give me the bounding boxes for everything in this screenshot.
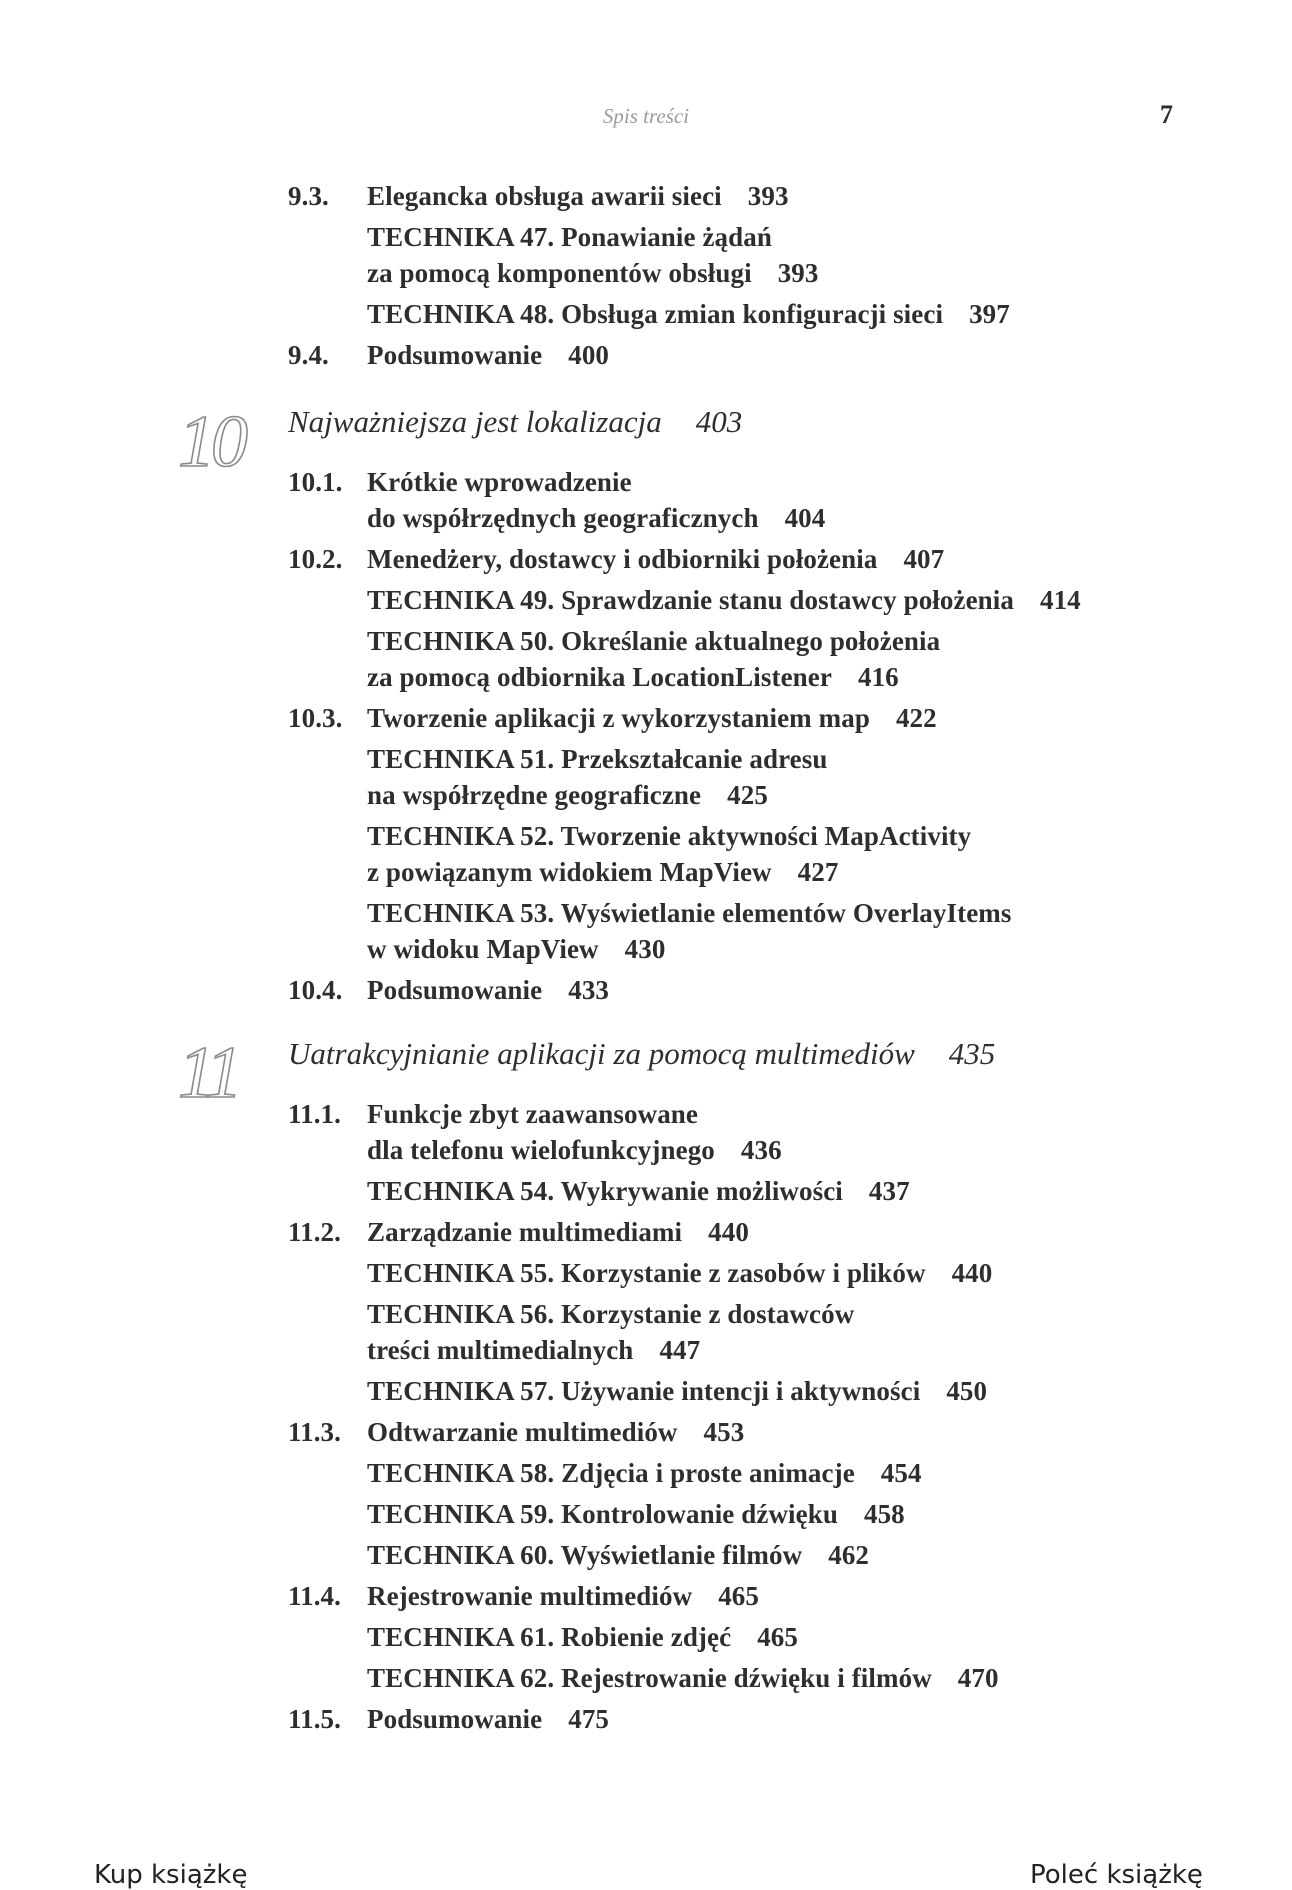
entry-text: Podsumowanie — [367, 975, 543, 1005]
section-number: 11.4. — [288, 1581, 342, 1611]
entry-page: 400 — [568, 340, 610, 370]
entry-page: 440 — [951, 1258, 993, 1288]
entry-page: 437 — [868, 1176, 910, 1206]
entry-page: 440 — [708, 1217, 749, 1247]
chapter-number: 10 — [178, 401, 244, 483]
entry-page: 465 — [757, 1622, 799, 1652]
entry-text: TECHNIKA 51. Przekształcanie adresu — [367, 744, 828, 774]
entry-text: TECHNIKA 61. Robienie zdjęć — [367, 1622, 732, 1652]
entry-text: TECHNIKA 58. Zdjęcia i proste animacje — [367, 1458, 855, 1488]
entry-text: TECHNIKA 55. Korzystanie z zasobów i plików — [367, 1258, 926, 1288]
chapter-page: 435 — [948, 1036, 996, 1071]
entry-text: Menedżery, dostawcy i odbiorniki położenia — [367, 544, 878, 574]
entry-text: TECHNIKA 59. Kontrolowanie dźwięku — [367, 1499, 838, 1529]
section-number: 9.4. — [288, 340, 329, 370]
entry-text: TECHNIKA 47. Ponawianie żądań — [367, 222, 772, 252]
entry-page: 462 — [828, 1540, 870, 1570]
entry-page: 393 — [777, 258, 819, 288]
entry-text: Krótkie wprowadzenie — [367, 467, 632, 497]
entry-page: 425 — [727, 780, 768, 810]
entry-text: treści multimedialnych — [367, 1335, 634, 1365]
entry-page: 427 — [797, 857, 839, 887]
entry-page: 454 — [880, 1458, 922, 1488]
entry-text: Rejestrowanie multimediów — [367, 1581, 693, 1611]
entry-page: 470 — [957, 1663, 999, 1693]
running-title: Spis treści — [602, 104, 690, 128]
entry-text: za pomocą komponentów obsługi — [367, 258, 752, 288]
entry-page: 404 — [784, 503, 826, 533]
entry-page: 433 — [568, 975, 610, 1005]
entry-text: TECHNIKA 54. Wykrywanie możliwości — [367, 1176, 843, 1206]
section-number: 10.1. — [288, 467, 343, 497]
entry-page: 436 — [740, 1135, 782, 1165]
entry-text: TECHNIKA 52. Tworzenie aktywności MapActivity — [367, 821, 972, 851]
page-number: 7 — [1160, 100, 1173, 129]
entry-text: TECHNIKA 56. Korzystanie z dostawców — [367, 1299, 855, 1329]
entry-page: 422 — [895, 703, 937, 733]
entry-page: 465 — [718, 1581, 760, 1611]
entry-page: 458 — [863, 1499, 905, 1529]
chapter-title-text: Uatrakcyjnianie aplikacji za pomocą multimediów — [288, 1036, 915, 1071]
entry-text: Podsumowanie — [367, 340, 543, 370]
entry-page: 407 — [903, 544, 945, 574]
chapter-title-text: Najważniejsza jest lokalizacja — [288, 404, 662, 439]
entry-text: do współrzędnych geograficznych — [367, 503, 759, 533]
section-number: 10.2. — [288, 544, 343, 574]
entry-page: 430 — [624, 934, 666, 964]
entry-page: 447 — [659, 1335, 701, 1365]
entry-text: Zarządzanie multimediami — [367, 1217, 683, 1247]
section-number: 11.1. — [288, 1099, 342, 1129]
section-number: 10.4. — [288, 975, 343, 1005]
section-number: 11.5. — [288, 1704, 342, 1734]
entry-page: 414 — [1039, 585, 1081, 615]
entry-text: dla telefonu wielofunkcyjnego — [367, 1135, 715, 1165]
entry-text: Tworzenie aplikacji z wykorzystaniem map — [367, 703, 870, 733]
entry-text: TECHNIKA 60. Wyświetlanie filmów — [367, 1540, 803, 1570]
chapter-title — [288, 1036, 995, 1072]
entry-text: Elegancka obsługa awarii sieci — [367, 181, 722, 211]
entry-text: TECHNIKA 48. Obsługa zmian konfiguracji sieci — [367, 299, 944, 329]
entry-page: 416 — [857, 662, 899, 692]
entry-page: 397 — [969, 299, 1010, 329]
entry-text: na współrzędne geograficzne — [367, 780, 702, 810]
section-number: 11.2. — [288, 1217, 342, 1247]
recommend-book-link[interactable]: Poleć książkę — [1030, 1860, 1203, 1890]
entry-text: TECHNIKA 62. Rejestrowanie dźwięku i filmów — [367, 1663, 932, 1693]
buy-book-link[interactable]: Kup książkę — [94, 1860, 248, 1890]
entry-text: TECHNIKA 53. Wyświetlanie elementów OverlayItems — [367, 898, 1012, 928]
entry-text: w widoku MapView — [367, 934, 599, 964]
chapter-title — [288, 404, 742, 440]
entry-page: 475 — [568, 1704, 610, 1734]
section-number: 9.3. — [288, 181, 329, 211]
entry-text: TECHNIKA 50. Określanie aktualnego położenia — [367, 626, 941, 656]
section-number: 11.3. — [288, 1417, 342, 1447]
entry-text: za pomocą odbiornika LocationListener — [367, 662, 832, 692]
entry-text: TECHNIKA 57. Używanie intencji i aktywności — [367, 1376, 921, 1406]
chapter-page: 403 — [695, 404, 743, 439]
entry-text: Funkcje zbyt zaawansowane — [367, 1099, 698, 1129]
section-number: 10.3. — [288, 703, 343, 733]
chapter-number: 11 — [178, 1032, 239, 1114]
entry-page: 393 — [747, 181, 789, 211]
entry-text: Podsumowanie — [367, 1704, 543, 1734]
entry-page: 450 — [946, 1376, 988, 1406]
entry-page: 453 — [703, 1417, 745, 1447]
entry-text: TECHNIKA 49. Sprawdzanie stanu dostawcy położenia — [367, 585, 1014, 615]
entry-text: z powiązanym widokiem MapView — [367, 857, 772, 887]
entry-text: Odtwarzanie multimediów — [367, 1417, 678, 1447]
